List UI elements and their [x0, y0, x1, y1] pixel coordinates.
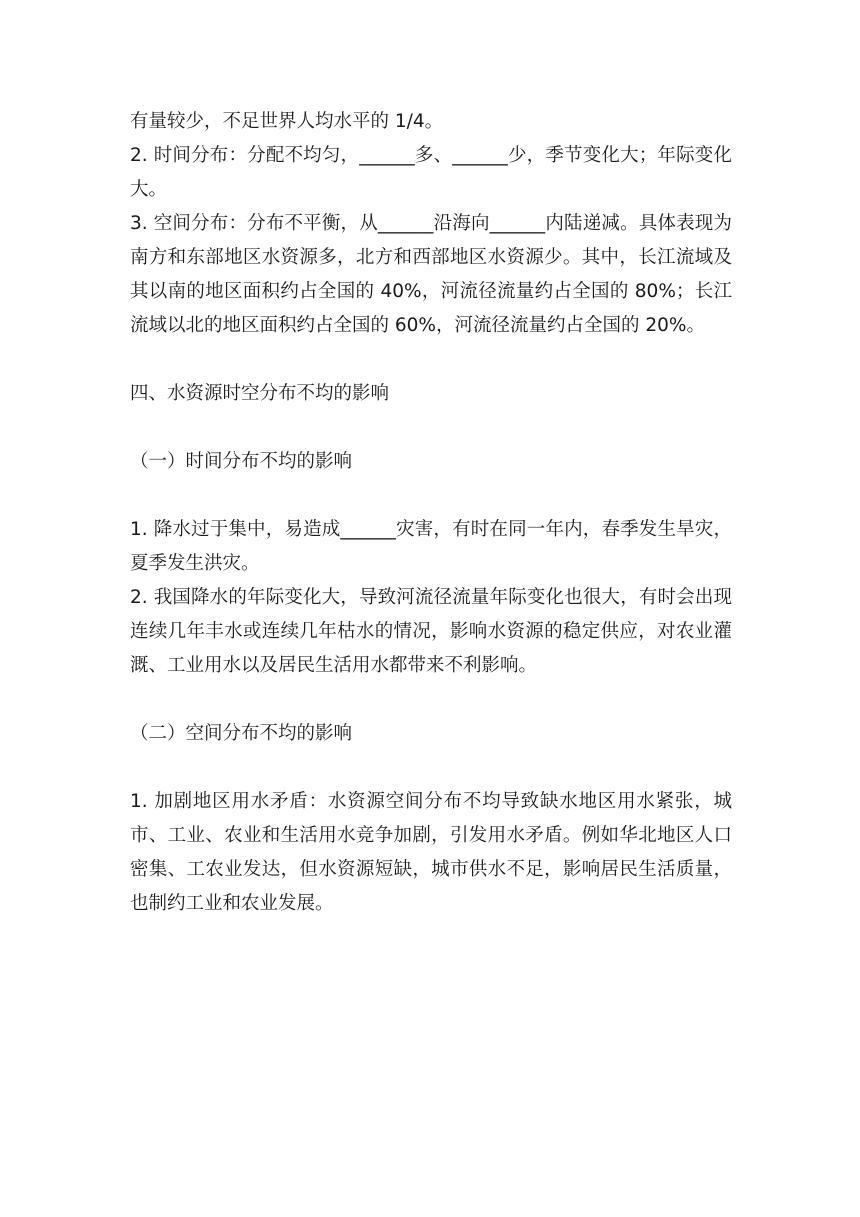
subsection-heading-time-impact: （一）时间分布不均的影响 [130, 451, 353, 472]
section-heading-impact: 四、水资源时空分布不均的影响 [130, 383, 390, 404]
spacer [130, 343, 732, 377]
paragraph-space-distribution: 3. 空间分布：分布不平衡，从______沿海向______内陆递减。具体表现为南方和东部地区水资源多，北方和西部地区水资源少。其中，长江流域及其以南的地区面积约占全国的 40%，河流径流量约占全国的 80%；长江流域以北的地区面积约占全国的 60%，河流径流量约占全国的 20%。 [130, 213, 732, 336]
spacer [130, 751, 732, 785]
spacer [130, 683, 732, 717]
paragraph-regional-conflict: 1. 加剧地区用水矛盾：水资源空间分布不均导致缺水地区用水紧张，城市、工业、农业和生活用水竞争加剧，引发用水矛盾。例如华北地区人口密集、工农业发达，但水资源短缺，城市供水不足，影响居民生活质量，也制约工业和农业发展。 [130, 791, 732, 914]
document-body [130, 105, 732, 921]
paragraph-time-distribution: 2. 时间分布：分配不均匀，______多、______少，季节变化大；年际变化大。 [130, 145, 732, 200]
subsection-heading-space-impact: （二）空间分布不均的影响 [130, 723, 353, 744]
paragraph-precipitation-concentration: 1. 降水过于集中，易造成______灾害，有时在同一年内，春季发生旱灾，夏季发生洪灾。 [130, 519, 732, 574]
paragraph-resource-amount: 有量较少，不足世界人均水平的 1/4。 [130, 111, 444, 132]
spacer [130, 411, 732, 445]
spacer [130, 479, 732, 513]
paragraph-interannual-variation: 2. 我国降水的年际变化大，导致河流径流量年际变化也很大，有时会出现连续几年丰水或连续几年枯水的情况，影响水资源的稳定供应，对农业灌溉、工业用水以及居民生活用水都带来不利影响。 [130, 587, 732, 676]
